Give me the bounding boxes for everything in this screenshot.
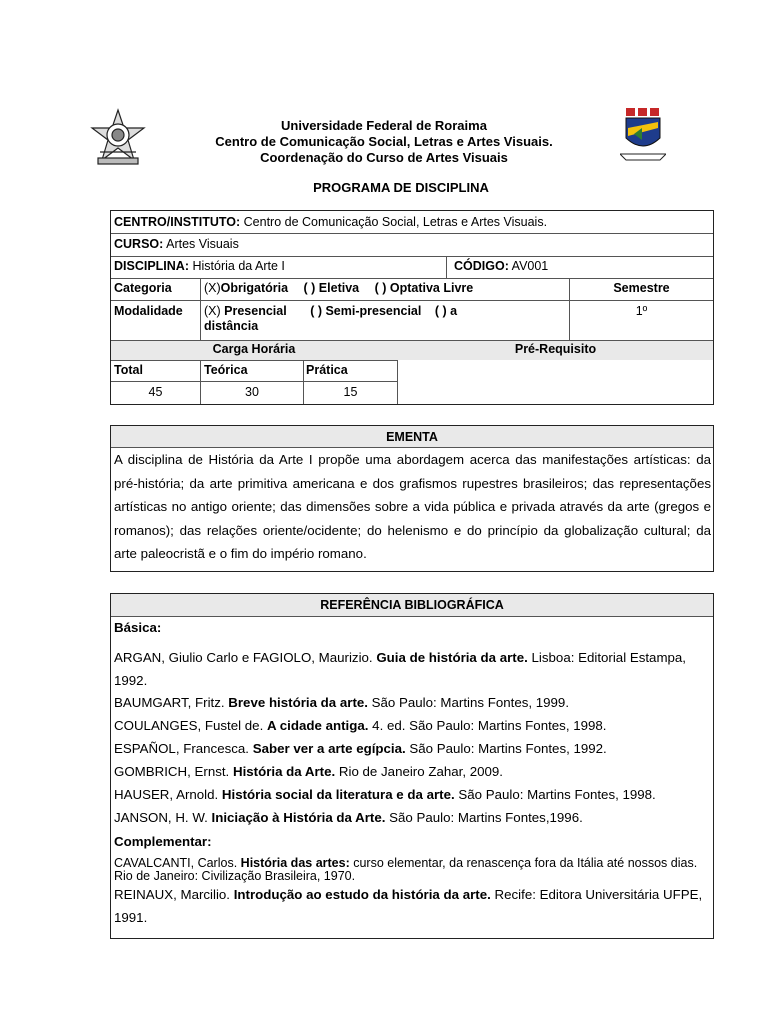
page-title: PROGRAMA DE DISCIPLINA [313,180,489,195]
modalidade-options: (X) Presencial ( ) Semi-presencial ( ) a [204,304,458,318]
bib-basica-item: GOMBRICH, Ernst. História da Arte. Rio de Janeiro Zahar, 2009. [114,764,503,779]
semestre-value: 1º [635,304,648,318]
modalidade-semi-option[interactable]: ( ) Semi-presencial [310,304,422,318]
center-name: Centro de Comunicação Social, Letras e Artes Visuais. [215,134,553,149]
bib-basica-item: COULANGES, Fustel de. A cidade antiga. 4. ed. São Paulo: Martins Fontes, 1998. [114,718,607,733]
bibliography-heading: REFERÊNCIA BIBLIOGRÁFICA [320,598,504,612]
categoria-obrigatoria-checkbox[interactable]: (X) [204,281,221,295]
modalidade-distancia-cont: distância [204,319,259,333]
curso-row: CURSO: Artes Visuais [114,237,239,251]
ementa-heading: EMENTA [386,430,438,444]
bib-complementar-item: CAVALCANTI, Carlos. História das artes: curso elementar, da renascença fora da Itália até nossos dias. Rio de Janeiro: Civilização Brasileira, 1970. [114,856,698,883]
teorica-label: Teórica [204,363,248,377]
coordination-name: Coordenação do Curso de Artes Visuais [260,150,508,165]
university-name: Universidade Federal de Roraima [281,118,487,133]
disciplina-row: DISCIPLINA: História da Arte I [114,259,285,273]
bibliography-section [110,593,714,939]
modalidade-distancia-option[interactable]: ( ) a [434,304,458,318]
codigo-cell: CÓDIGO: AV001 [454,259,549,273]
bib-complementar-item: REINAUX, Marcilio. Introdução ao estudo da história da arte. Recife: Editora Universitária UFPE, 1991. [114,887,703,925]
complementar-label: Complementar: [114,834,212,849]
modalidade-presencial-checkbox[interactable]: (X) [204,304,221,318]
bib-basica-item: JANSON, H. W. Iniciação à História da Arte. São Paulo: Martins Fontes,1996. [114,810,583,825]
centro-row: CENTRO/INSTITUTO: Centro de Comunicação Social, Letras e Artes Visuais. [114,215,548,229]
total-value: 45 [148,385,163,399]
modalidade-label: Modalidade [114,304,183,318]
pratica-label: Prática [306,363,348,377]
pre-requisito-label: Pré-Requisito [514,342,597,356]
semestre-label: Semestre [613,281,670,295]
bib-basica-item: HAUSER, Arnold. História social da literatura e da arte. São Paulo: Martins Fontes, 1998. [114,787,656,802]
bib-basica-item: ESPAÑOL, Francesca. Saber ver a arte egípcia. São Paulo: Martins Fontes, 1992. [114,741,607,756]
categoria-eletiva-option[interactable]: ( ) Eletiva [303,281,360,295]
categoria-optativa-option[interactable]: ( ) Optativa Livre [374,281,474,295]
teorica-value: 30 [245,385,259,399]
basica-label: Básica: [114,620,162,635]
ementa-section [110,425,714,572]
bib-basica-item: ARGAN, Giulio Carlo e FAGIOLO, Maurizio. Guia de história da arte. Lisboa: Editorial Estampa, 1992. [114,650,687,688]
total-label: Total [114,363,143,377]
categoria-label: Categoria [114,281,172,295]
ementa-text: A disciplina de História da Arte I propõe uma abordagem acerca das manifestações artísticas: da pré-história; da arte primitiva americana e dos grafismos rupestres brasileiros; das representações artísticas no antigo oriente; das dimensões sobre a vida pública e privada através da arte (gregos e romanos); das relações oriente/ocidente; do helenismo e do princípio da globalização cultural; da arte paleocristã e o fim do império romano. [114,452,711,561]
course-info-table [110,210,714,405]
bib-basica-item: BAUMGART, Fritz. Breve história da arte. São Paulo: Martins Fontes, 1999. [114,695,570,710]
carga-horaria-label: Carga Horária [212,342,296,356]
pratica-value: 15 [343,385,358,399]
categoria-options: (X)Obrigatória ( ) Eletiva ( ) Optativa Livre [204,281,474,295]
